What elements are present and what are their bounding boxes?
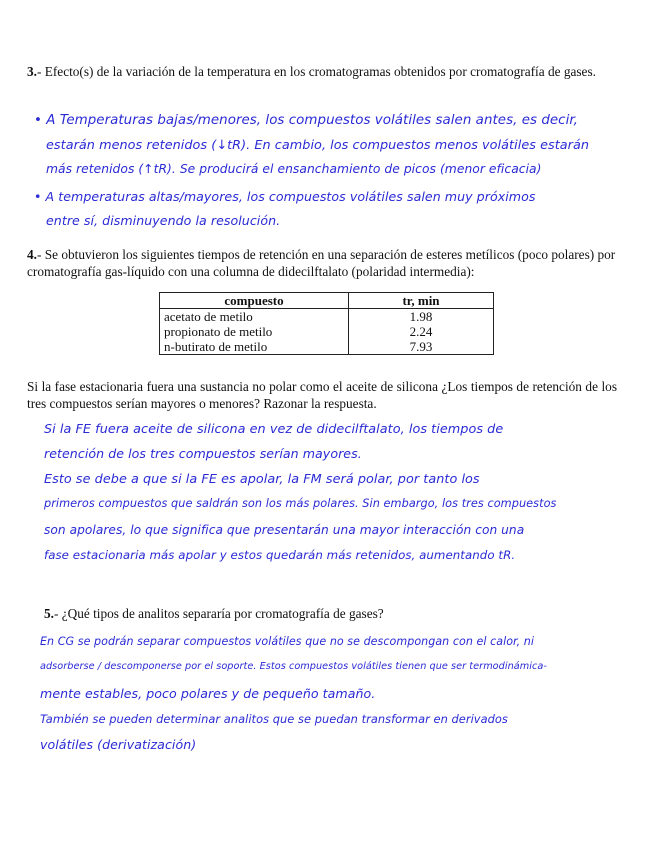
answer-3-line-5: entre sí, disminuyendo la resolución. xyxy=(46,213,281,228)
answer-3-line-1: • A Temperaturas bajas/menores, los compuestos volátiles salen antes, es decir, xyxy=(34,113,578,128)
table-header-retention: tr, min xyxy=(349,293,494,309)
answer-4-line-2: retención de los tres compuestos serían mayores. xyxy=(44,446,362,461)
table-cell-retention: 2.24 xyxy=(349,324,494,339)
question-5-text: - ¿Qué tipos de analitos separaría por cromatografía de gases? xyxy=(53,606,384,621)
question-5 xyxy=(44,605,634,622)
answer-3-line-3: más retenidos (↑tR). Se producirá el ensanchamiento de picos (menor eficacia) xyxy=(46,162,542,176)
question-3-number: 3. xyxy=(27,64,37,79)
table-cell-retention: 1.98 xyxy=(349,309,494,325)
answer-3-line-4: • A temperaturas altas/mayores, los compuestos volátiles salen muy próximos xyxy=(34,189,536,204)
table-row xyxy=(160,309,494,325)
table-cell-compound: acetato de metilo xyxy=(160,309,349,325)
answer-4-line-4: primeros compuestos que saldrán son los más polares. Sin embargo, los tres compuestos xyxy=(44,497,557,510)
table-header-compound: compuesto xyxy=(160,293,349,309)
answer-5-line-5: volátiles (derivatización) xyxy=(40,737,197,752)
question-5-number: 5. xyxy=(44,606,54,621)
answer-4-line-1: Si la FE fuera aceite de silicona en vez de didecilftalato, los tiempos de xyxy=(44,422,504,437)
answer-5-line-3: mente estables, poco polares y de pequeño tamaño. xyxy=(40,686,376,701)
question-3-text: - Efecto(s) de la variación de la temperatura en los cromatogramas obtenidos por cromatografía de gases. xyxy=(36,64,596,79)
question-4 xyxy=(27,246,617,280)
question-4-text: - Se obtuvieron los siguientes tiempos de retención en una separación de esteres metílicos (poco polares) por cromatografía gas-líquido con una columna de didecilftalato (polaridad intermedia): xyxy=(27,247,616,279)
answer-4-line-6: fase estacionaria más apolar y estos quedarán más retenidos, aumentando tR. xyxy=(44,548,516,562)
answer-5-line-1: En CG se podrán separar compuestos volátiles que no se descompongan con el calor, ni xyxy=(40,635,534,648)
table-cell-retention: 7.93 xyxy=(349,339,494,355)
answer-3-line-2: estarán menos retenidos (↓tR). En cambio, los compuestos menos volátiles estarán xyxy=(46,138,590,153)
table-header-row xyxy=(160,293,494,309)
question-4-prompt: Si la fase estacionaria fuera una sustancia no polar como el aceite de silicona ¿Los tiempos de retención de los tres compuestos serían mayores o menores? Razonar la respuesta. xyxy=(27,379,617,411)
answer-5-line-4: También se pueden determinar analitos que se puedan transformar en derivados xyxy=(40,712,508,726)
answer-4-line-3: Esto se debe a que si la FE es apolar, la FM será polar, por tanto los xyxy=(44,472,480,487)
table-row xyxy=(160,339,494,355)
answer-4-line-5: son apolares, lo que significa que presentarán una mayor interacción con una xyxy=(44,523,525,537)
retention-times-table xyxy=(159,292,494,355)
table-cell-compound: propionato de metilo xyxy=(160,324,349,339)
table-row xyxy=(160,324,494,339)
answer-5-line-2: adsorberse / descomponerse por el soporte. Estos compuestos volátiles tienen que ser termodinámica- xyxy=(40,661,547,672)
table-cell-compound: n-butirato de metilo xyxy=(160,339,349,355)
question-3 xyxy=(27,63,617,80)
question-4-number: 4. xyxy=(27,247,37,262)
